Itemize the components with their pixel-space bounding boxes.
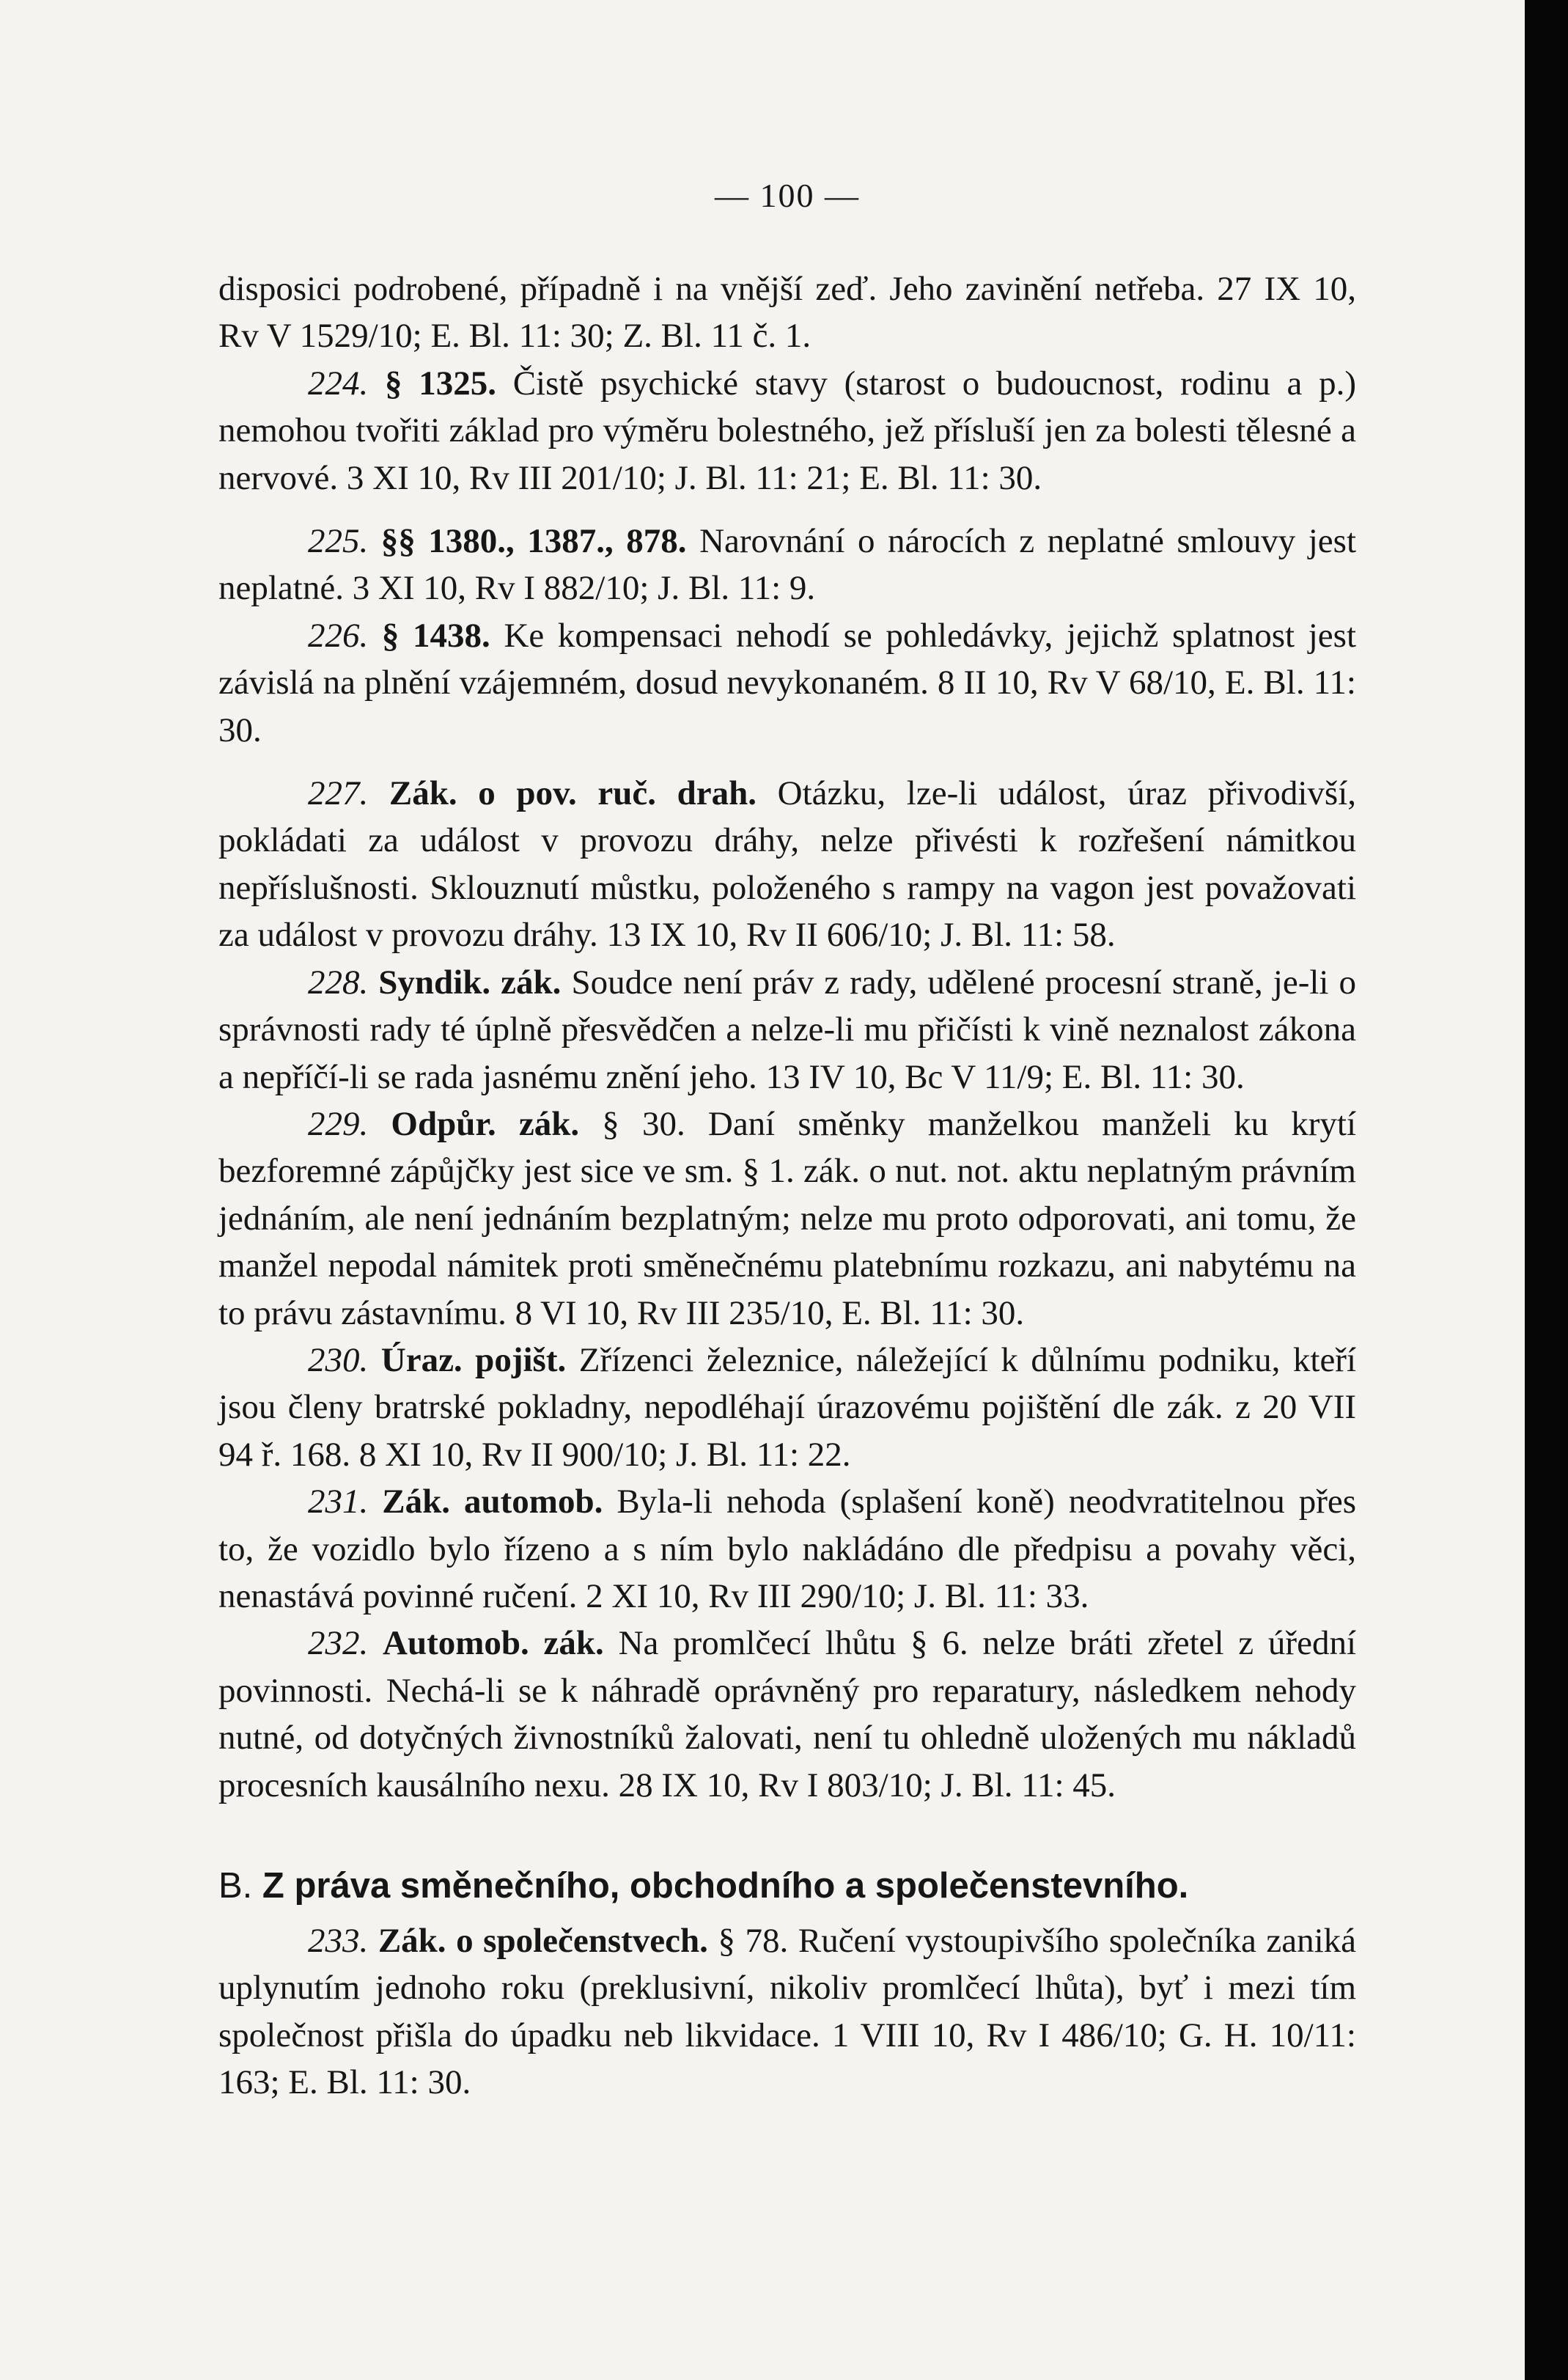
entry-number: 227. xyxy=(308,774,369,813)
entry-227 xyxy=(218,770,1356,959)
entry-heading: Zák. automob. xyxy=(382,1483,603,1521)
entry-number: 230. xyxy=(308,1340,369,1379)
entry-heading: Úraz. pojišt. xyxy=(380,1340,567,1379)
entry-heading: § 1438. xyxy=(381,616,490,655)
entry-230 xyxy=(218,1337,1356,1478)
entry-text: § 78. Ručení vystoupivšího společníka zaniká uplynutím jednoho roku (preklusivní, nikoliv promlčecí lhůta), byť i mezi tím společnost přišla do úpadku neb likvidace. 1 VIII 10, Rv I 486/10; G. H. 10/11: 163; E. Bl. 11: 30. xyxy=(218,1922,1357,2102)
entry-heading: § 1325. xyxy=(384,364,496,403)
entry-heading: Zák. o pov. ruč. drah. xyxy=(389,774,757,813)
entry-text: Na promlčecí lhůtu § 6. nelze bráti zřetel z úřední povinnosti. Nechá-li se k náhradě oprávněný pro reparatury, následkem nehody nutné, od dotyčných živnostníků žalovati, není tu ohledně uložených mu nákladů procesních kausálního nexu. 28 IX 10, Rv I 803/10; J. Bl. 11: 45. xyxy=(218,1624,1356,1804)
entry-heading: Automob. zák. xyxy=(383,1624,604,1663)
section-letter: B. xyxy=(218,1866,253,1906)
entry-number: 231. xyxy=(308,1483,369,1521)
entry-text: Čistě psychické stavy (starost o budoucnost, rodinu a p.) nemohou tvořiti základ pro výměru bolestného, jež přísluší jen za bolesti tělesné a nervové. 3 XI 10, Rv III 201/10; J. Bl. 11: 21; E. Bl. 11: 30. xyxy=(218,364,1357,497)
entry-number: 224. xyxy=(308,364,369,403)
entry-text: Ke kompensaci nehodí se pohledávky, jejichž splatnost jest závislá na plnění vzájemném, dosud nevykonaném. 8 II 10, Rv V 68/10, E. Bl. 11: 30. xyxy=(218,616,1357,749)
entry-text: Narovnání o nárocích z neplatné smlouvy jest neplatné. 3 XI 10, Rv I 882/10; J. Bl. 11: 9. xyxy=(218,522,1357,608)
entry-231 xyxy=(218,1478,1356,1620)
entry-number: 233. xyxy=(308,1922,369,1960)
entry-225 xyxy=(218,518,1356,612)
entry-number: 226. xyxy=(308,616,369,655)
entry-number: 225. xyxy=(308,522,369,561)
entry-text: Zřízenci železnice, náležející k důlnímu podniku, kteří jsou členy bratrské pokladny, nepodléhají úrazovému pojištění dle zák. z 20 VII 94 ř. 168. 8 XI 10, Rv II 900/10; J. Bl. 11: 22. xyxy=(218,1340,1357,1474)
entry-number: 228. xyxy=(308,963,369,1002)
entry-224 xyxy=(218,360,1356,502)
entry-226 xyxy=(218,612,1356,754)
page-number: — 100 — xyxy=(715,177,860,214)
entry-heading: Odpůr. zák. xyxy=(391,1104,580,1143)
page-text xyxy=(218,265,1356,2107)
entry-text: Otázku, lze-li událost, úraz přivodivší, pokládati za událost v provozu dráhy, nelze přivésti k rozřešení námitkou nepříslušnosti. Sklouznutí můstku, položeného s rampy na vagon jest považovati za událost v provozu dráhy. 13 IX 10, Rv II 606/10; J. Bl. 11: 58. xyxy=(218,774,1357,955)
entry-text: Soudce není práv z rady, udělené procesní straně, je-li o správnosti rady té úplně přesvědčen a nelze-li mu přičísti k vině neznalost zákona a nepříčí-li se rada jasnému znění jeho. 13 IV 10, Bc V 11/9; E. Bl. 11: 30. xyxy=(218,963,1357,1096)
entry-229 xyxy=(218,1101,1356,1337)
entry-heading: Zák. o společenstvech. xyxy=(378,1922,708,1960)
scan-edge xyxy=(1525,0,1568,2380)
entry-number: 232. xyxy=(308,1624,369,1663)
entry-228 xyxy=(218,959,1356,1101)
entry-text: Byla-li nehoda (splašení koně) neodvratitelnou přes to, že vozidlo bylo řízeno a s ním bylo nakládáno dle předpisu a povahy věci, nenastává povinné ručení. 2 XI 10, Rv III 290/10; J. Bl. 11: 33. xyxy=(218,1483,1357,1615)
section-title: Z práva směnečního, obchodního a společenstevního. xyxy=(262,1866,1189,1906)
entry-232 xyxy=(218,1620,1356,1809)
entry-text: § 30. Daní směnky manželkou manželi ku krytí bezforemné zápůjčky jest sice ve sm. § 1. zák. o nut. not. aktu neplatným právním jednáním, ale není jednáním bezplatným; nelze mu proto odporovati, ani tomu, že manžel nepodal námitek proti směnečnému platebnímu rozkazu, ani nabytému na to právu zástavnímu. 8 VI 10, Rv III 235/10, E. Bl. 11: 30. xyxy=(218,1104,1357,1332)
entry-233 xyxy=(218,1917,1356,2107)
entry-heading: §§ 1380., 1387., 878. xyxy=(380,522,687,561)
opening-paragraph: disposici podrobené, případně i na vnější zeď. Jeho zavinění netřeba. 27 IX 10, Rv V 1529/10; E. Bl. 11: 30; Z. Bl. 11 č. 1. xyxy=(218,270,1356,356)
section-heading xyxy=(218,1860,1356,1911)
entry-number: 229. xyxy=(308,1104,369,1143)
entry-heading: Syndik. zák. xyxy=(378,963,562,1002)
